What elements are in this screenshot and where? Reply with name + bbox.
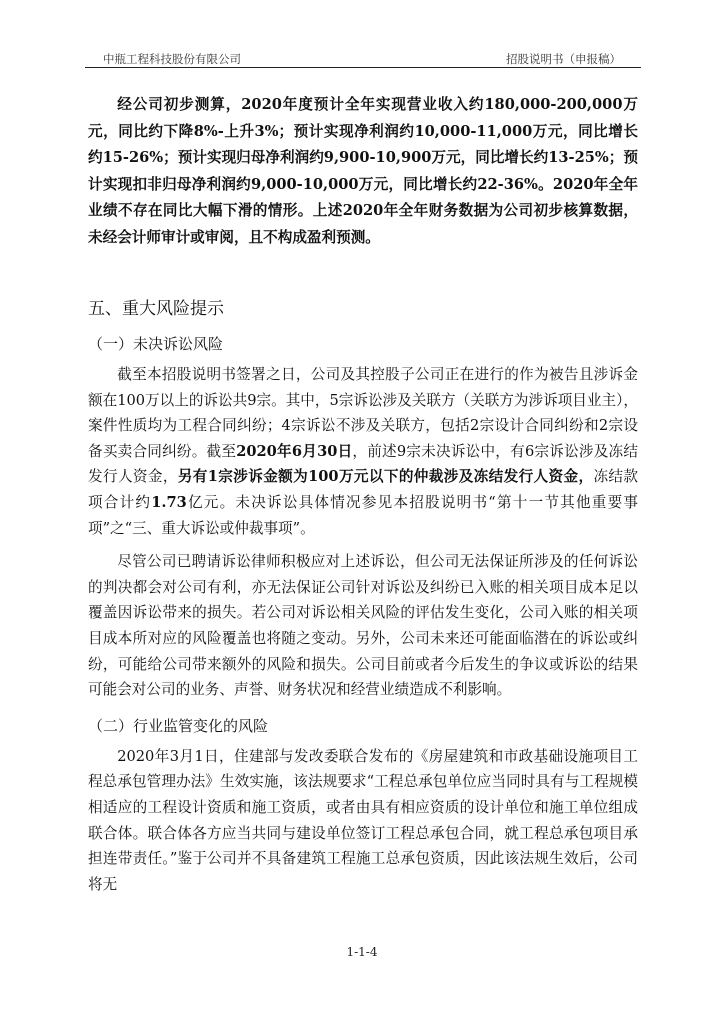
text-span: 冻结款项合计约: [88, 468, 638, 511]
page-number: 1-1-4: [346, 945, 378, 959]
date-emphasis: 2020年6月30日: [236, 442, 353, 460]
page-header: [85, 45, 641, 68]
frozen-amount-emphasis: 1.73: [151, 493, 187, 511]
text-span: ，前述9宗未决诉讼中，有6宗诉讼涉及冻结发行人资金，: [88, 442, 638, 486]
subsection-1-title: （一）未决诉讼风险: [88, 335, 224, 353]
subsection-2-title: （二）行业监管变化的风险: [88, 716, 269, 735]
subsection-1-paragraph-1: [88, 362, 638, 541]
text-span: 亿元。未决诉讼具体情况参见本招股说明书“第十一节其他重要事项”之“三、重大诉讼或仲裁事项”。: [88, 493, 638, 537]
section-title: 五、重大风险提示: [88, 299, 224, 319]
document-body: [88, 92, 638, 897]
header-document-title: 招股说明书（申报稿）: [506, 52, 621, 66]
arbitration-emphasis: 另有1宗涉诉金额为100万元以下的仲裁涉及冻结发行人资金，: [177, 468, 594, 486]
text-span: 截至本招股说明书签署之日，公司及其控股子公司正在进行的作为被告且涉诉金额在100万以上的诉讼共9宗。其中，5宗诉讼涉及关联方（关联方为涉诉项目业主），案件性质均为工程合同纠纷；4宗诉讼不涉及关联方，包括2宗设计合同纠纷和2宗设备买卖合同纠纷。截至: [88, 366, 638, 460]
subsection-1-paragraph-2: 尽管公司已聘请诉讼律师积极应对上述诉讼，但公司无法保证所涉及的任何诉讼的判决都会对公司有利，亦无法保证公司针对诉讼及纠纷已入账的相关项目成本足以覆盖因诉讼带来的损失。若公司对诉讼相关风险的评估发生变化，公司入账的相关项目成本所对应的风险覆盖也将随之变动。另外，公司未来还可能面临潜在的诉讼或纠纷，可能给公司带来额外的风险和损失。公司目前或者今后发生的争议或诉讼的结果可能会对公司的业务、声誉、财务状况和经营业绩造成不利影响。: [88, 553, 638, 699]
header-company-name: 中瓶工程科技股份有限公司: [103, 52, 241, 66]
subsection-2-paragraph-1: 2020年3月1日，住建部与发改委联合发布的《房屋建筑和市政基础设施项目工程总承包管理办法》生效实施，该法规要求“工程总承包单位应当同时具有与工程规模相适应的工程设计资质和施工资质，或者由具有相应资质的设计单位和施工单位组成联合体。联合体各方应当共同与建设单位签订工程总承包合同，就工程总承包项目承担连带责任。”鉴于公司并不具备建筑工程施工总承包资质，因此该法规生效后，公司将无: [88, 747, 638, 893]
intro-paragraph: 经公司初步测算，2020年度预计全年实现营业收入约180,000-200,000万元，同比约下降8%-上升3%；预计实现净利润约10,000-11,000万元，同比增长约15-26%；预计实现归母净利润约9,900-10,900万元，同比增长约13-25%；预计实现扣非归母净利润约9,000-10,000万元，同比增长约22-36%。2020年全年业绩不存在同比大幅下滑的情形。上述2020年全年财务数据为公司初步核算数据，未经会计师审计或审阅，且不构成盈利预测。: [88, 96, 638, 246]
